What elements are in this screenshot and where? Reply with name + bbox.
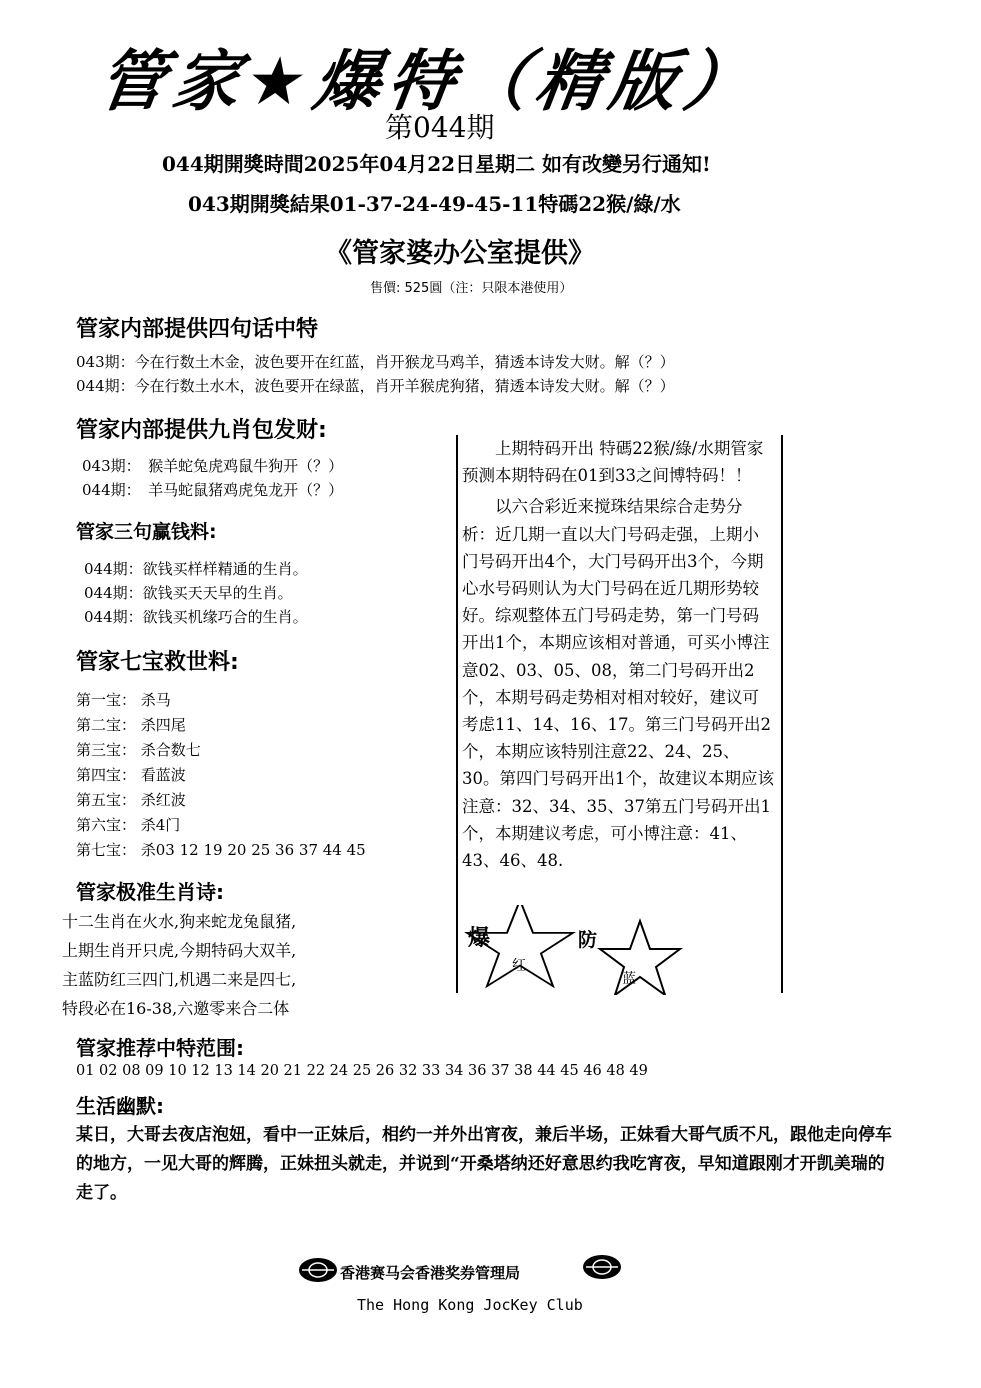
analysis-box <box>456 435 783 993</box>
analysis-paragraph-1: 上期特码开出 特碼22猴/綠/水期管家预测本期特码在01到33之间博特码！！ <box>462 439 764 486</box>
draw-notice: 044期開獎時間2025年04月22日星期二 如有改變另行通知! <box>162 152 711 176</box>
section-four-sentences-line: 043期：今在行数土木金，波色要开在红蓝，肖开猴龙马鸡羊，猜透本诗发大财。解（？） <box>76 353 675 371</box>
humor-text: 某日，大哥去夜店泡妞，看中一正妹后，相约一并外出宵夜，兼后半场，正妹看大哥气质不凡，跟他走向停车的地方，一见大哥的辉腾，正妹扭头就走，并说到“开桑塔纳还好意思约我吃宵夜，早知道跟刚才开凯美瑞的走了。 <box>76 1125 892 1203</box>
page-title: 管家★爆特（精版） <box>93 43 764 120</box>
star-hong-label: 红 <box>512 958 526 974</box>
treasure-line: 第七宝： 杀03 12 19 20 25 36 37 44 45 <box>76 841 366 859</box>
section-three-sentences-title: 管家三句赢钱料: <box>76 521 217 543</box>
section-three-sentences-line: 044期：欲钱买样样精通的生肖。 <box>84 560 308 578</box>
section-four-sentences-title: 管家内部提供四句话中特 <box>76 317 319 342</box>
treasure-line: 第五宝： 杀红波 <box>76 791 186 809</box>
price-line: 售價: 525圓（注：只限本港使用） <box>370 281 573 296</box>
section-three-sentences-line: 044期：欲钱买天天早的生肖。 <box>84 584 293 602</box>
star-fang-label: 防 <box>578 929 598 951</box>
section-three-sentences-line: 044期：欲钱买机缘巧合的生肖。 <box>84 608 308 626</box>
issue-number: 第044期 <box>385 111 495 144</box>
treasure-line: 第一宝： 杀马 <box>76 691 171 709</box>
treasure-line: 第三宝： 杀合数七 <box>76 741 201 759</box>
section-range-title: 管家推荐中特范围: <box>76 1036 244 1060</box>
section-nine-zodiac-line: 043期： 猴羊蛇兔虎鸡鼠牛狗开（？） <box>82 457 344 475</box>
poem-line: 主蓝防红三四门,机遇二来是四七, <box>62 970 297 989</box>
section-zodiac-poem-title: 管家极准生肖诗: <box>76 880 224 904</box>
section-nine-zodiac-title: 管家内部提供九肖包发财: <box>76 418 327 443</box>
analysis-text <box>462 435 774 874</box>
footer-en: The Hong Kong JocKey Club <box>357 1296 583 1314</box>
treasure-line: 第六宝： 杀4门 <box>76 816 181 834</box>
poem-line: 特段必在16-38,六邀零来合二体 <box>62 999 290 1018</box>
treasure-line: 第四宝： 看蓝波 <box>76 766 186 784</box>
last-result: 043期開獎結果01-37-24-49-45-11特碼22猴/綠/水 <box>188 192 681 216</box>
section-four-sentences-line: 044期：今在行数土水木，波色要开在绿蓝，肖开羊猴虎狗猪，猜透本诗发大财。解（？） <box>76 377 675 395</box>
analysis-paragraph-2: 以六合彩近来搅珠结果综合走势分析：近几期一直以大门号码走强，上期小门号码开出4个，大门号码开出3个，今期心水号码则认为大门号码在近几期形势较好。综观整体五门号码走势，第一门号码开出1个，本期应该相对普通，可买小博注意02、03、05、08，第二门号码开出2个，本期号码走势相对相对较好，建议可考虑11、14、16、17。第三门号码开出2个，本期应该特别注意22、24、25、30。第四门号码开出1个，故建议本期应该注意：32、34、35、37第五门号码开出1个，本期建议考虑，可小博注意：41、43、46、48. <box>462 497 774 871</box>
poem-line: 上期生肖开只虎,今期特码大双羊, <box>62 941 297 960</box>
section-seven-treasures-title: 管家七宝救世料: <box>76 650 239 675</box>
humor-title: 生活幽默: <box>76 1094 164 1118</box>
jockey-club-logo-icon <box>298 1257 338 1283</box>
star-bao-label: 爆 <box>468 925 491 951</box>
star-blue-shape <box>600 921 680 995</box>
section-nine-zodiac-line: 044期： 羊马蛇鼠猪鸡虎兔龙开（？） <box>82 481 344 499</box>
footer-cn: 香港赛马会香港奖券管理局 <box>340 1264 521 1282</box>
provider-line: 《管家婆办公室提供》 <box>325 238 595 269</box>
star-lan-label: 蓝 <box>622 971 636 987</box>
poem-line: 十二生肖在火水,狗来蛇龙兔鼠猪, <box>62 912 297 931</box>
jockey-club-logo-icon <box>582 1254 622 1280</box>
stars-graphic <box>458 905 778 995</box>
treasure-line: 第二宝： 杀四尾 <box>76 716 186 734</box>
range-numbers: 01 02 08 09 10 12 13 14 20 21 22 24 25 26 32 33 34 36 37 38 44 45 46 48 49 <box>76 1063 648 1079</box>
